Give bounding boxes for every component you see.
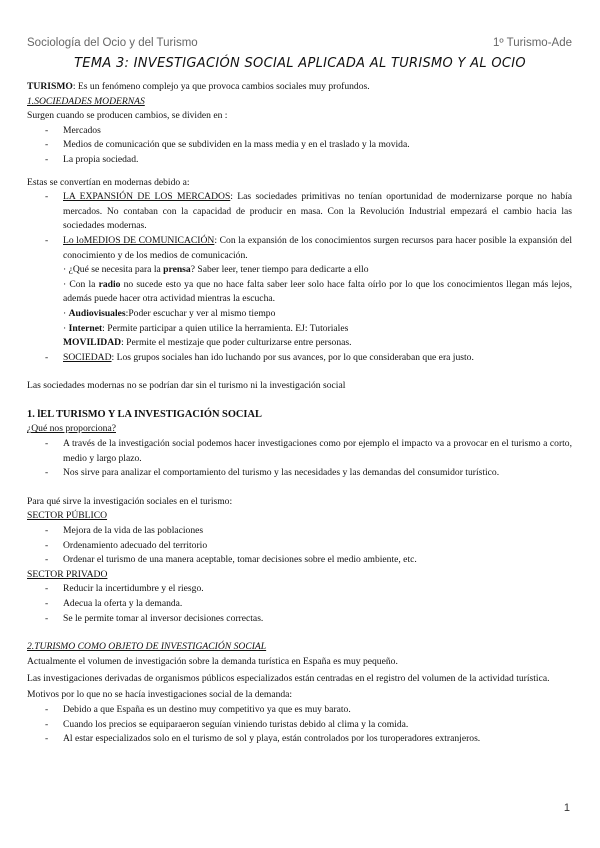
page-number: 1 xyxy=(563,802,570,814)
intro-term: TURISMO xyxy=(27,81,73,92)
private-sector-list xyxy=(27,582,572,626)
section-3-lead: Motivos por lo que no se hacía investigaciones social de la demanda: xyxy=(27,689,293,701)
media-detail-press: · ¿Qué se necesita para la prensa? Saber leer, tener tiempo para dedicarte a ello xyxy=(63,264,369,276)
section-2-question: ¿Qué nos proporciona? xyxy=(27,423,116,435)
section-3-paragraph-2: Las investigaciones derivadas de organismos públicos especializados están centradas en el registro del volumen de la actividad turística. xyxy=(27,673,550,685)
section-2-heading: 1. lEL TURISMO Y LA INVESTIGACIÓN SOCIAL xyxy=(27,408,262,420)
document-body xyxy=(27,80,572,747)
header-left: Sociología del Ocio y del Turismo xyxy=(27,37,198,49)
list-item: - Nos sirve para analizar el comportamiento del turismo y las necesidades y las demandas del consumidor turístico. xyxy=(27,466,572,481)
section-2-list xyxy=(27,437,572,481)
document-title: TEMA 3: INVESTIGACIÓN SOCIAL APLICADA AL TURISMO Y AL OCIO xyxy=(74,56,526,71)
media-detail-internet: · Internet: Permite participar a quien utilice la herramienta. EJ: Tutoriales xyxy=(63,322,349,334)
list-item-media: - Lo loMEDIOS DE COMUNICACIÓN: Con la expansión de los conocimientos surgen recursos para hacer posible la expansión del conocimiento y de los medios de comunicación. xyxy=(27,234,572,263)
society-list xyxy=(27,351,572,366)
section-1-list xyxy=(27,124,572,168)
public-sector-list xyxy=(27,524,572,568)
media-detail-mobility: MOVILIDAD: Permite el mestizaje que poder culturizarse entre personas. xyxy=(63,337,352,349)
section-1-heading: 1.SOCIEDADES MODERNAS xyxy=(27,95,145,107)
section-3-heading: 2.TURISMO COMO OBJETO DE INVESTIGACIÓN SOCIAL xyxy=(27,641,267,653)
list-item-markets: - LA EXPANSIÓN DE LOS MERCADOS: Las sociedades primitivas no tenían oportunidad de modernizarse porque no había mercados. No contaban con la capacidad de producir en masa. Con la Revolución Industrial empezará el cambio hacia las sociedades modernas. xyxy=(27,190,572,234)
intro-text: : Es un fenómeno complejo ya que provoca cambios sociales muy profundos. xyxy=(72,81,370,92)
media-detail-radio: · Con la radio no sucede esto ya que no hace falta saber leer solo hace falta oírlo por lo que los conocimientos llegan más lejos, además puede hacer otra actividad mientras la escucha. xyxy=(63,278,572,305)
list-item: - Al estar especializados solo en el turismo de sol y playa, están controlados por los turoperadores extranjeros. xyxy=(27,732,572,747)
media-detail-audiovisual: · Audiovisuales:Poder escuchar y ver al mismo tiempo xyxy=(63,307,276,319)
intro-paragraph xyxy=(27,80,572,95)
modern-causes-list xyxy=(27,190,572,263)
list-item: - Medios de comunicación que se subdividen en la mass media y en el traslado y la movida. xyxy=(27,138,572,153)
list-item: - Debido a que España es un destino muy competitivo ya que es muy barato. xyxy=(27,703,572,718)
private-sector-heading: SECTOR PRIVADO xyxy=(27,568,108,580)
header-right: 1º Turismo-Ade xyxy=(493,37,572,49)
list-item-society: - SOCIEDAD: Los grupos sociales han ido luchando por sus avances, por lo que consideraban que era justo. xyxy=(27,351,572,366)
list-item: - Se le permite tomar al inversor decisiones correctas. xyxy=(27,612,572,627)
list-item: - Adecua la oferta y la demanda. xyxy=(27,597,572,612)
section-1-lead-2: Estas se convertían en modernas debido a: xyxy=(27,176,190,188)
public-sector-heading: SECTOR PÚBLICO xyxy=(27,510,108,522)
list-item: - A través de la investigación social podemos hacer investigaciones como por ejemplo el impacto va a provocar en el turismo a corto, medio y largo plazo. xyxy=(27,437,572,466)
section-1-closing: Las sociedades modernas no se podrían dar sin el turismo ni la investigación social xyxy=(27,380,346,392)
list-item: - Mejora de la vida de las poblaciones xyxy=(27,524,572,539)
list-item: - Reducir la incertidumbre y el riesgo. xyxy=(27,582,572,597)
section-3-paragraph-1: Actualmente el volumen de investigación sobre la demanda turística en España es muy pequeño. xyxy=(27,655,398,667)
section-2-lead: Para qué sirve la investigación sociales en el turismo: xyxy=(27,495,233,507)
list-item: - Ordenamiento adecuado del territorio xyxy=(27,539,572,554)
list-item: - Mercados xyxy=(27,124,572,139)
list-item: - Cuando los precios se equiparaeron seguían viniendo turistas debido al clima y la comida. xyxy=(27,718,572,733)
list-item: - Ordenar el turismo de una manera aceptable, tomar decisiones sobre el medio ambiente, etc. xyxy=(27,553,572,568)
list-item: - La propia sociedad. xyxy=(27,153,572,168)
section-1-lead: Surgen cuando se producen cambios, se dividen en : xyxy=(27,110,228,122)
section-3-list xyxy=(27,703,572,747)
